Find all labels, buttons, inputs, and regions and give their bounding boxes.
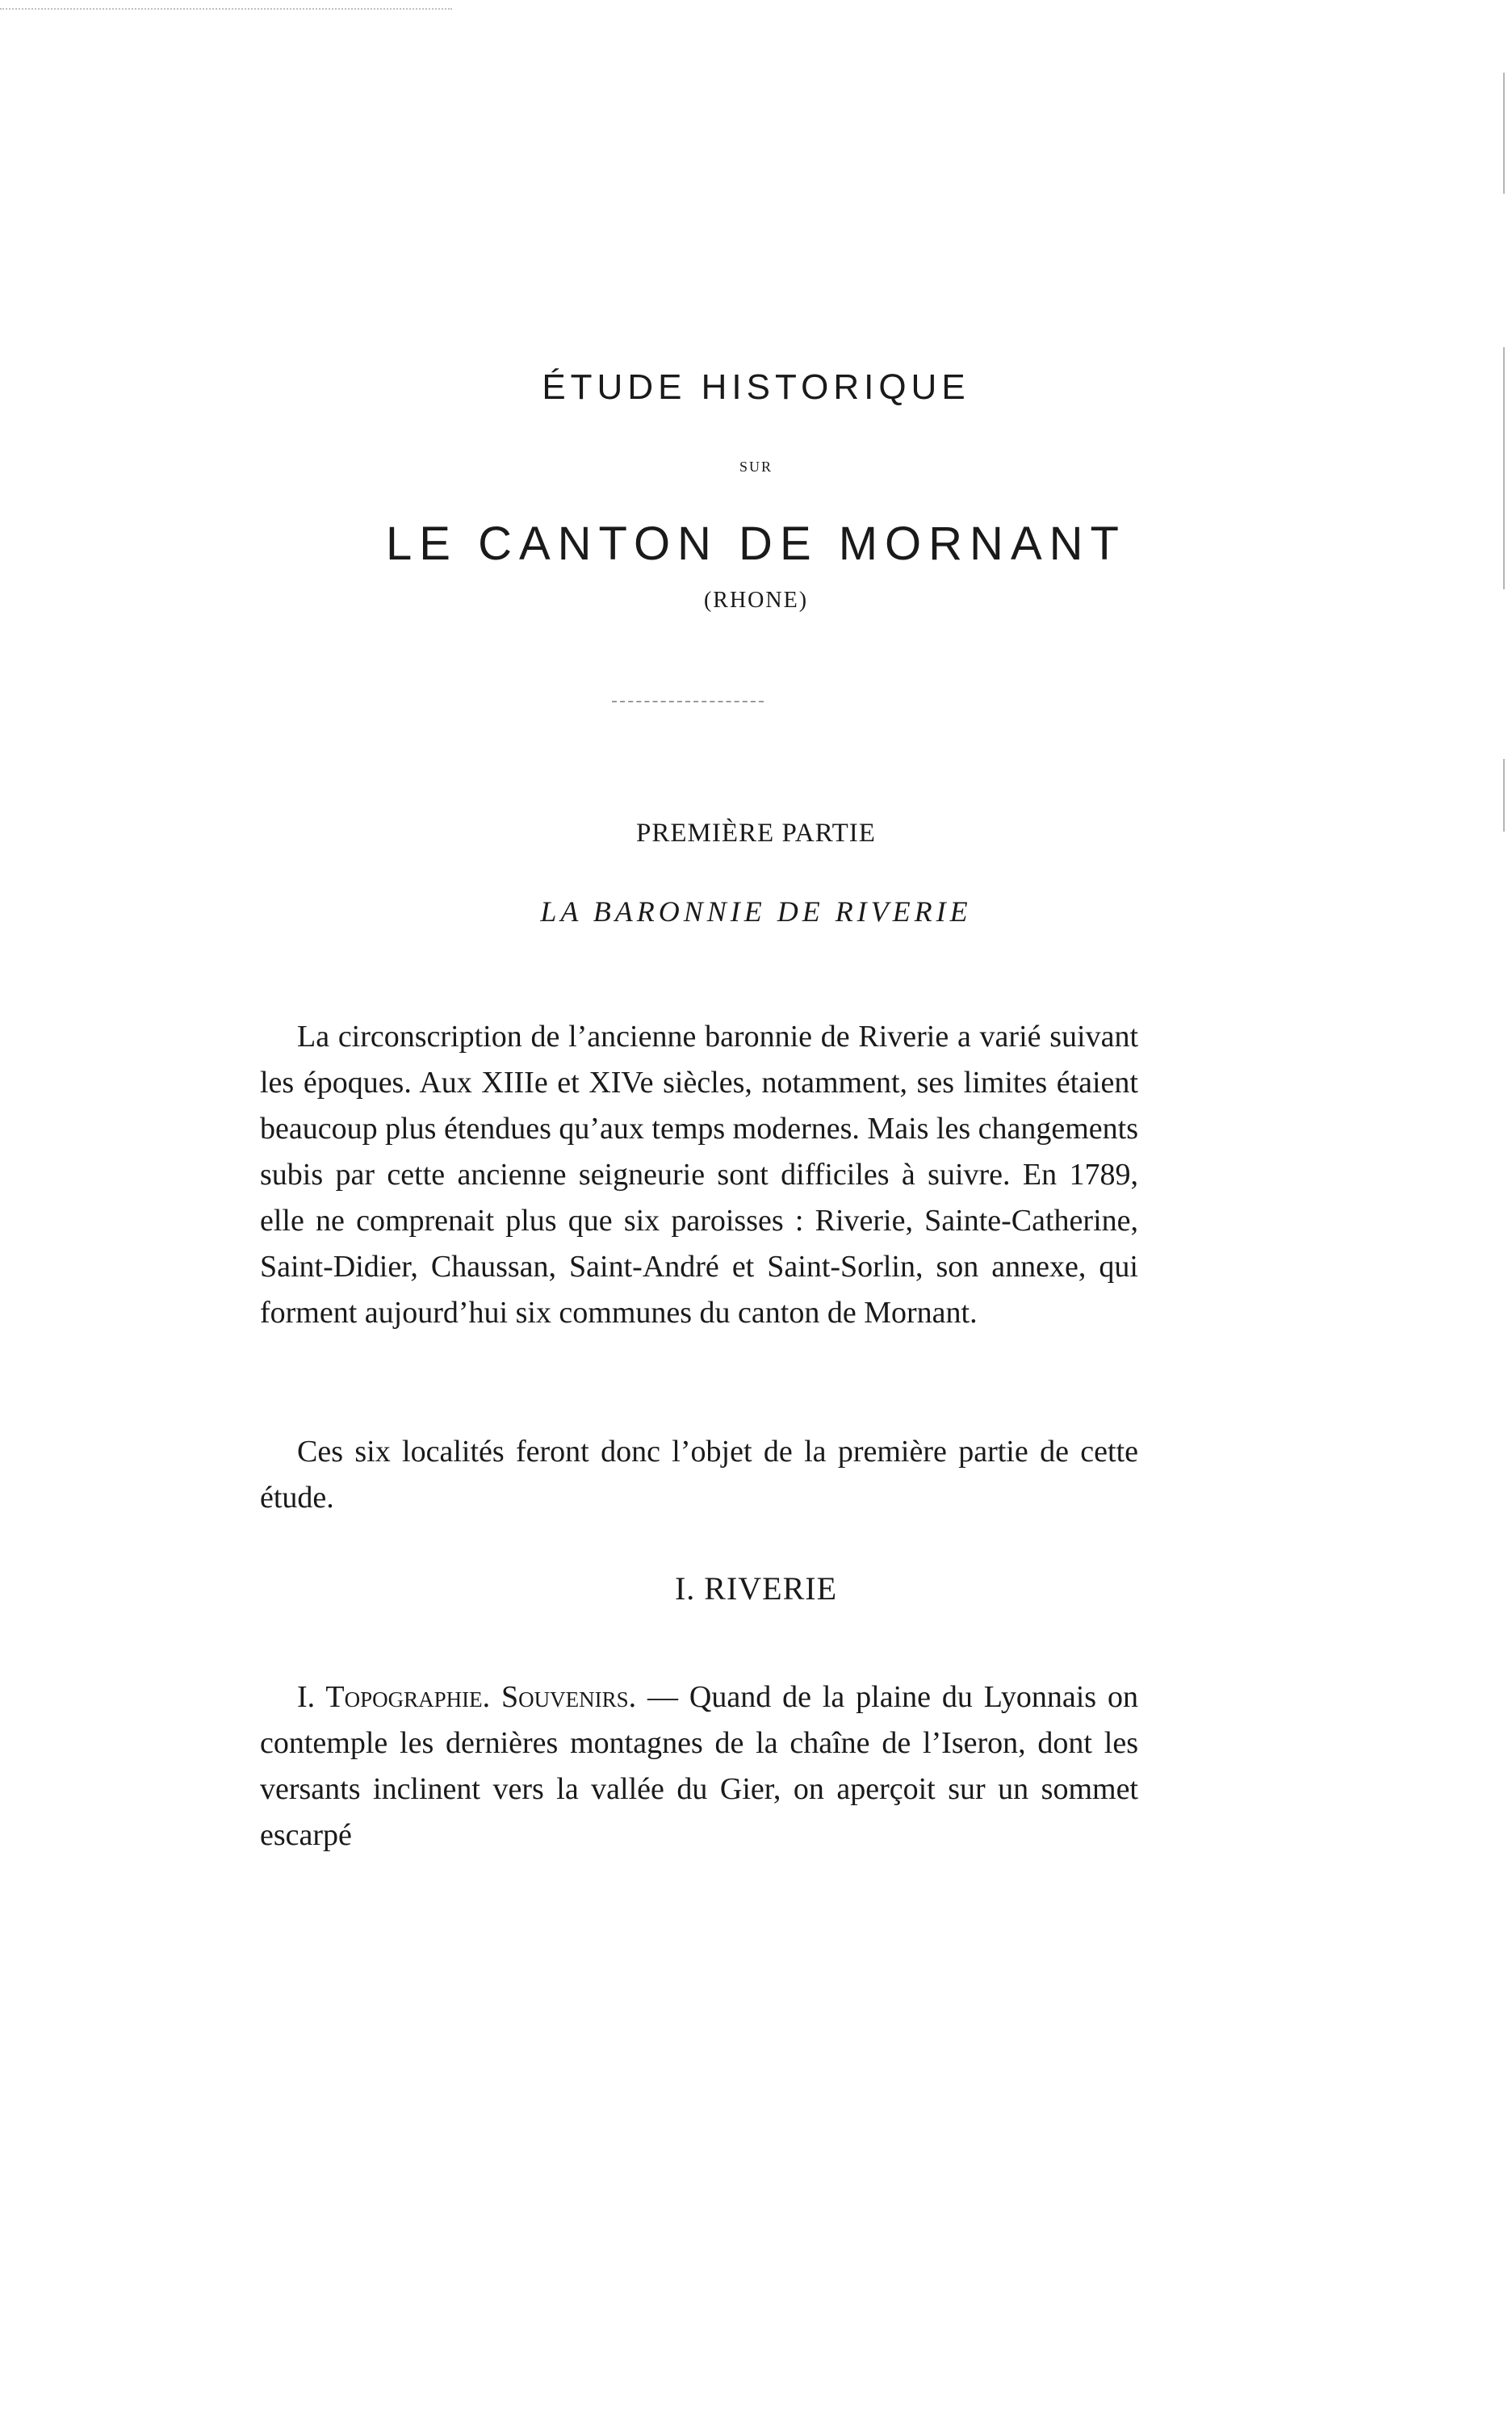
- body-paragraph-3: [260, 1674, 1138, 1859]
- part-heading: PREMIÈRE PARTIE: [636, 819, 876, 848]
- region-label: (RHONE): [703, 588, 809, 613]
- scan-margin-rule: [1503, 73, 1505, 194]
- body-paragraph-2: Ces six localités feront donc l’objet de la première partie de cette étude.: [260, 1435, 1138, 1515]
- title-connector: SUR: [739, 459, 773, 475]
- body-paragraph-1: La circonscription de l’ancienne baronnie de Riverie a varié suivant les époques. Aux XIIIe et XIVe siècles, notamment, ses limites étaient beaucoup plus étendues qu’aux temps modernes. Mais les changements subis par cette ancienne seigneurie sont difficiles à suivre. En 1789, elle ne comprenait plus que six paroisses : Riverie, Sainte-Catherine, Saint-Didier, Chaussan, Saint-André et Saint-Sorlin, son annexe, qui forment aujourd’hui six communes du canton de Mornant.: [260, 1020, 1138, 1330]
- part-subtitle: LA BARONNIE DE RIVERIE: [540, 895, 972, 928]
- section-text: — Quand de la plaine du Lyonnais on contemple les dernières montagnes de la chaîne de l’Iseron, dont les versants inclinent vers la vallée du Gier, on aperçoit sur un sommet escarpé: [260, 1680, 1138, 1852]
- section-title: I. RIVERIE: [674, 1570, 838, 1607]
- scan-edge-mark: [0, 8, 452, 10]
- section-run-in-heading: I. Topographie. Souvenirs.: [297, 1680, 637, 1714]
- ornamental-separator: [612, 701, 764, 702]
- title-line-1: ÉTUDE HISTORIQUE: [542, 367, 970, 407]
- title-line-2: LE CANTON DE MORNANT: [386, 518, 1126, 570]
